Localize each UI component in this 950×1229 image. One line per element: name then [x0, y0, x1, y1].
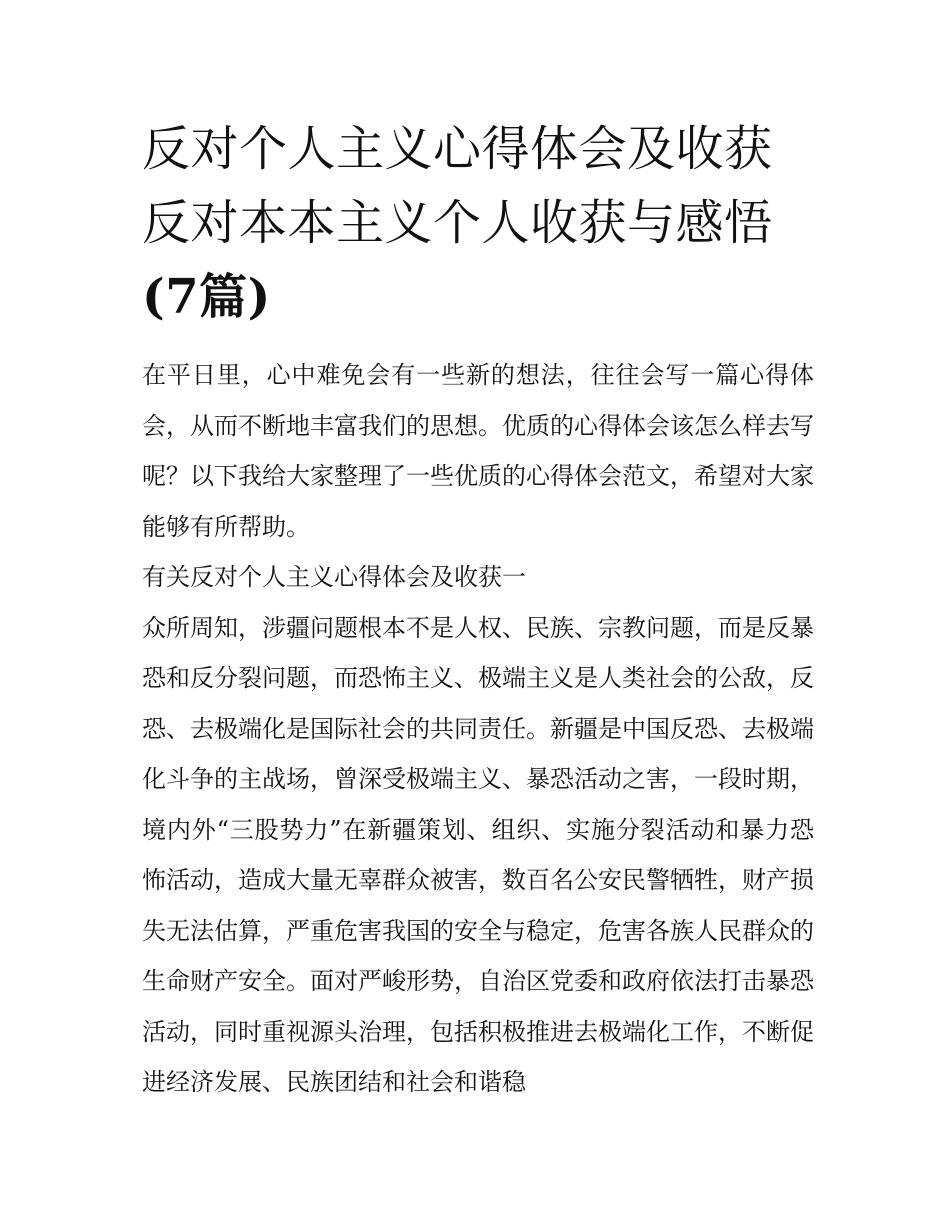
title-line-1: 反对个人主义心得体会及收获	[142, 121, 773, 177]
document-content	[142, 112, 814, 1108]
title-line-3: (7篇)	[142, 269, 271, 325]
title-line-2: 反对本本主义个人收获与感悟	[142, 195, 773, 251]
section-heading: 有关反对个人主义心得体会及收获一	[142, 563, 526, 591]
document-title	[142, 112, 814, 334]
intro-paragraph: 在平日里，心中难免会有一些新的想法，往往会写一篇心得体会，从而不断地丰富我们的思想。优质的心得体会该怎么样去写呢？以下我给大家整理了一些优质的心得体会范文，希望对大家能够有所帮助。	[142, 361, 814, 541]
body-paragraph: 众所周知，涉疆问题根本不是人权、民族、宗教问题，而是反暴恐和反分裂问题，而恐怖主义、极端主义是人类社会的公敌，反恐、去极端化是国际社会的共同责任。新疆是中国反恐、去极端化斗争的主战场，曾深受极端主义、暴恐活动之害，一段时期，境内外“三股势力”在新疆策划、组织、实施分裂活动和暴力恐怖活动，造成大量无辜群众被害，数百名公安民警牺牲，财产损失无法估算，严重危害我国的安全与稳定，危害各族人民群众的生命财产安全。面对严峻形势，自治区党委和政府依法打击暴恐活动，同时重视源头治理，包括积极推进去极端化工作，不断促进经济发展、民族团结和社会和谐稳	[142, 613, 814, 1096]
